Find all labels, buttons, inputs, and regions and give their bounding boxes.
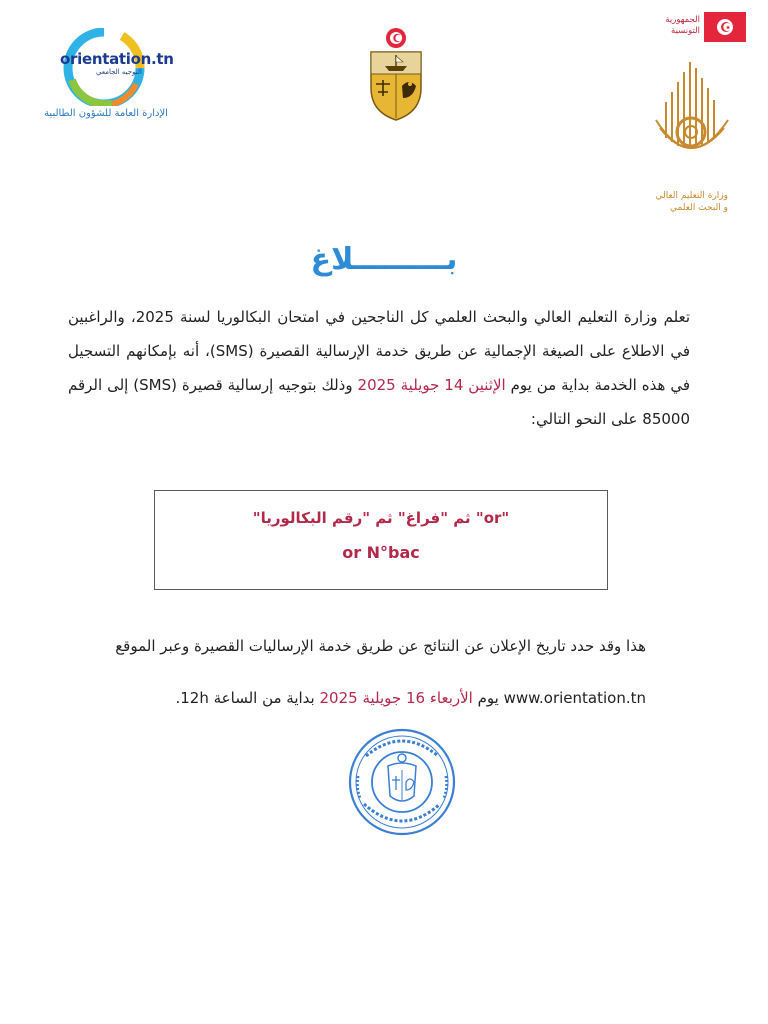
paragraph-1-text-start: تعلم وزارة التعليم العالي والبحث العلمي كل الناجحين في امتحان البكالوريا لسنة 2025، والراغبين في الاطلاع على الصيغة الإجمالية عن طريق خدمة الإرسالية القصيرة (SMS)، أنه بإمكانهم التسجيل في هذه الخدمة بداية من يوم: [68, 308, 691, 394]
sms-format-box: [154, 490, 608, 590]
announcement-title: بـــــــــلاغ: [310, 242, 458, 277]
results-date: الأربعاء 16 جويلية 2025: [319, 689, 473, 707]
coat-of-arms-icon: [365, 26, 427, 122]
ministry-caption-line2: و البحث العلمي: [670, 203, 728, 213]
orientation-logo-subtext: التوجيه الجامعي: [96, 68, 142, 76]
announcement-paragraph-1: [68, 300, 690, 436]
tunisia-flag-icon: [704, 12, 746, 42]
official-stamp-icon: [346, 726, 458, 838]
orientation-logo-text: orientation.tn: [60, 50, 174, 68]
republic-label: [650, 15, 700, 37]
registration-date: الإثنين 14 جويلية 2025: [357, 376, 506, 394]
paragraph-1-text-end: وذلك بتوجيه إرسالية قصيرة (SMS) إلى الرقم 85000 على النحو التالي:: [68, 376, 690, 428]
ministry-caption-line1: وزارة التعليم العالي: [655, 191, 728, 201]
ministry-logo-icon: [646, 58, 736, 183]
ministry-caption: [648, 190, 728, 214]
announcement-paragraph-2: [68, 620, 646, 724]
republic-label-line2: التونسية: [671, 26, 700, 36]
paragraph-2-text-end: بداية من الساعة 12h.: [175, 689, 320, 707]
orientation-caption: الإدارة العامة للشؤون الطالبية: [44, 108, 168, 119]
sms-format-description: "or" ثم "فراغ" ثم "رقم البكالوريا": [252, 509, 510, 527]
sms-format-example: or N°bac: [342, 543, 420, 562]
orientation-logo: [40, 22, 190, 132]
republic-label-line1: الجمهورية: [665, 15, 700, 25]
paragraph-2-text-start: هذا وقد حدد تاريخ الإعلان عن النتائج عن طريق خدمة الإرساليات القصيرة وعبر الموقع www.orientation.tn يوم: [115, 637, 646, 707]
